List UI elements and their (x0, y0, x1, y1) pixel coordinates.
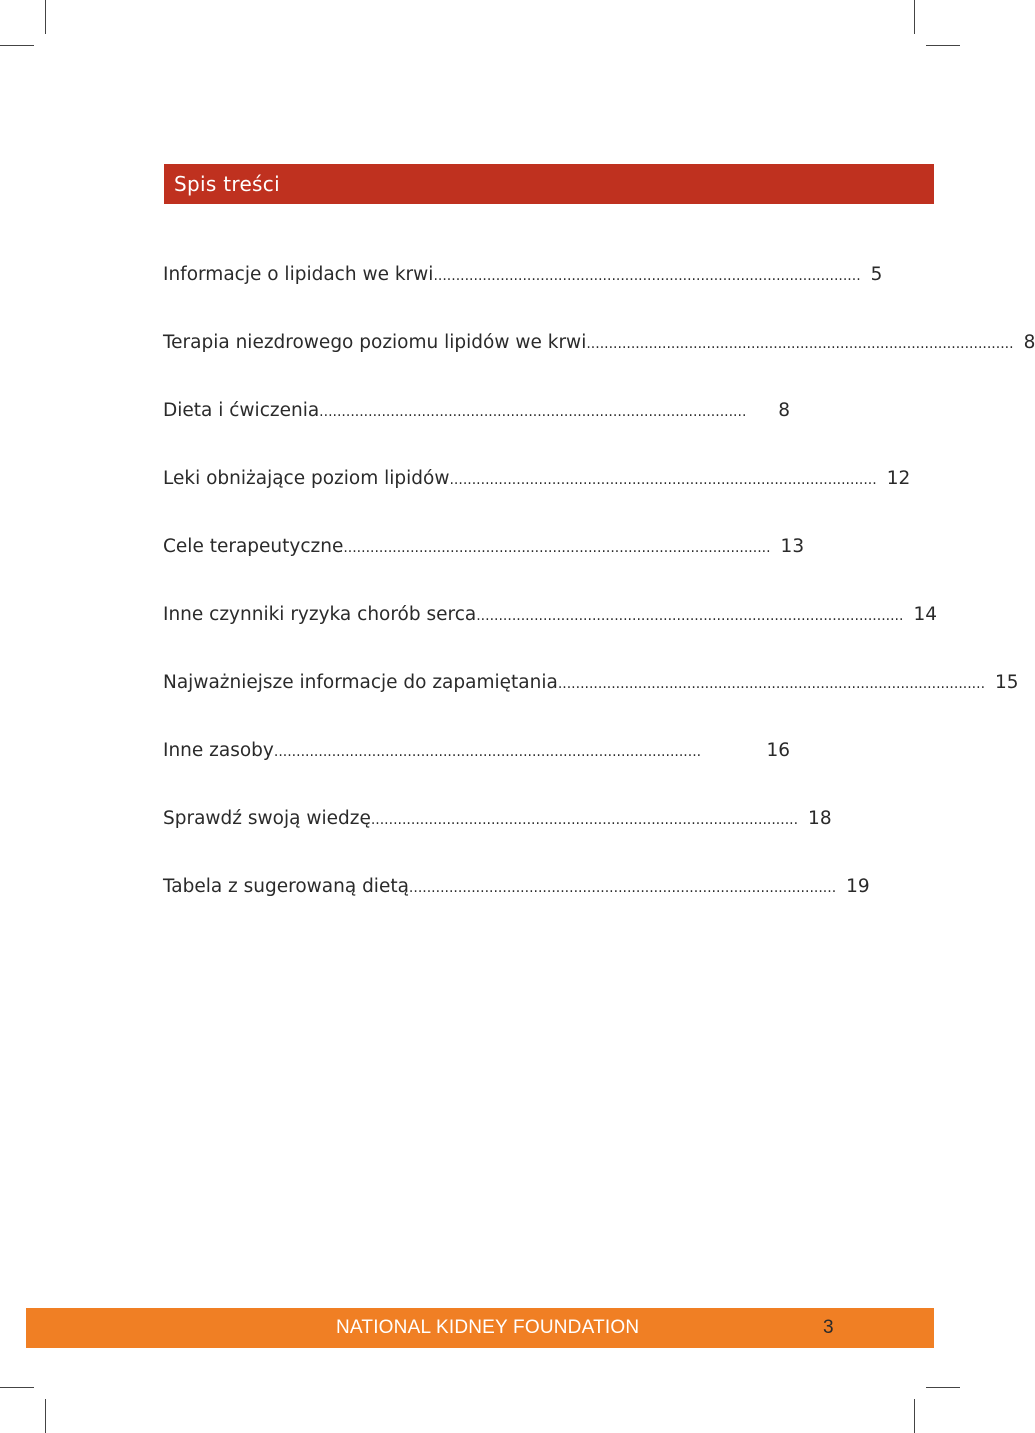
toc-entry-page: 13 (780, 536, 805, 557)
crop-mark-top-right-horizontal (926, 45, 960, 46)
crop-mark-bottom-left-horizontal (0, 1387, 34, 1388)
toc-entry-page: 5 (870, 264, 883, 285)
page-title: Spis treści (174, 172, 280, 196)
toc-entry-page: 8 (1023, 332, 1035, 353)
crop-mark-top-left-vertical (45, 0, 46, 34)
toc-entry-leader: ................................................................................................ (586, 336, 1014, 352)
toc-entry-leader: ................................................................................................ (449, 472, 877, 488)
toc-entry-label: Terapia niezdrowego poziomu lipidów we krwi (163, 332, 587, 353)
toc-entry-leader: ................................................................................................ (408, 880, 837, 896)
toc-entry-label: Leki obniżające poziom lipidów (163, 468, 450, 489)
crop-mark-bottom-right-horizontal (926, 1387, 960, 1388)
toc-entry[interactable] (163, 808, 832, 876)
toc-entry-label: Inne czynniki ryzyka chorób serca (163, 604, 477, 625)
toc-entry-page: 16 (766, 740, 790, 761)
footer-organization: NATIONAL KIDNEY FOUNDATION (336, 1317, 640, 1338)
toc-entry-page: 8 (778, 400, 790, 421)
toc-entry[interactable] (163, 604, 937, 672)
toc-entry[interactable] (163, 468, 911, 536)
toc-entry-label: Informacje o lipidach we krwi (163, 264, 434, 285)
toc-entry-page: 15 (995, 672, 1019, 693)
toc-entry[interactable] (163, 332, 1035, 400)
toc-entry-label: Sprawdź swoją wiedzę (163, 808, 371, 829)
toc-entry-leader: ................................................................................................ (319, 404, 747, 420)
crop-mark-bottom-right-vertical (914, 1399, 915, 1433)
toc-entry-leader: ................................................................................................ (273, 744, 702, 760)
toc-entry-page: 19 (846, 876, 870, 897)
toc-entry-page: 18 (808, 808, 832, 829)
toc-entry-page: 12 (886, 468, 911, 489)
toc-entry-leader: ................................................................................................ (476, 608, 904, 624)
footer-page-number: 3 (823, 1317, 834, 1338)
toc-entry-page: 14 (913, 604, 937, 625)
toc-entry[interactable] (163, 740, 790, 808)
toc-entry-label: Tabela z sugerowaną dietą (163, 876, 409, 897)
toc-entry[interactable] (163, 876, 870, 944)
toc-entry[interactable] (163, 536, 805, 604)
footer-bar (26, 1308, 934, 1348)
crop-mark-top-left-horizontal (0, 45, 34, 46)
toc-entry[interactable] (163, 264, 883, 332)
crop-mark-top-right-vertical (914, 0, 915, 34)
toc-entry-label: Dieta i ćwiczenia (163, 400, 320, 421)
table-of-contents (163, 264, 1035, 944)
toc-entry-label: Najważniejsze informacje do zapamiętania (163, 672, 558, 693)
toc-entry-leader: ................................................................................................ (557, 676, 986, 692)
crop-mark-bottom-left-vertical (45, 1399, 46, 1433)
toc-entry-label: Cele terapeutyczne (163, 536, 344, 557)
toc-entry[interactable] (163, 400, 790, 468)
toc-entry-label: Inne zasoby (163, 740, 274, 761)
toc-entry[interactable] (163, 672, 1019, 740)
toc-entry-leader: ................................................................................................ (343, 540, 771, 556)
toc-entry-leader: ................................................................................................ (370, 812, 799, 828)
title-bar (164, 164, 934, 204)
toc-entry-leader: ................................................................................................ (433, 268, 861, 284)
